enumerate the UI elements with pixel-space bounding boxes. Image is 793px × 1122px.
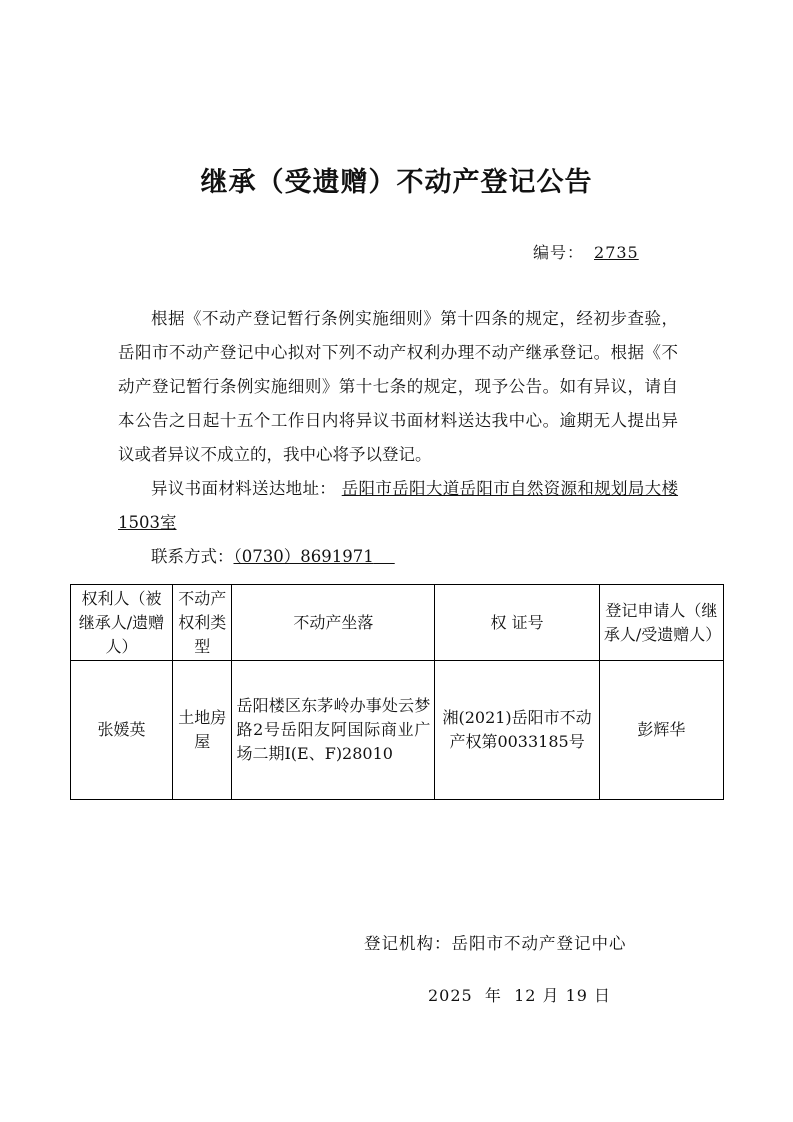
cell-applicant: 彭辉华 — [599, 661, 723, 800]
main-paragraph: 根据《不动产登记暂行条例实施细则》第十四条的规定，经初步查验，岳阳市不动产登记中心拟对下列不动产权利办理不动产继承登记。根据《不动产登记暂行条例实施细则》第十七条的规定，现予公告。如有异议，请自本公告之日起十五个工作日内将异议书面材料送达我中心。逾期无人提出异议或者异议不成立的，我中心将予以登记。 — [118, 309, 678, 464]
header-owner: 权利人（被继承人/遗赠人） — [71, 585, 173, 661]
page-title: 继承（受遗赠）不动产登记公告 — [200, 167, 593, 198]
records-table — [70, 584, 724, 800]
announcement-body — [118, 302, 678, 574]
objection-address-line — [118, 472, 678, 540]
table-header-row — [71, 585, 724, 661]
announcement-date: 2025 年 12 月 19 日 — [428, 986, 612, 1005]
objection-label: 异议书面材料送达地址： — [151, 479, 337, 498]
announcement-number — [533, 240, 639, 263]
table-row — [71, 661, 724, 800]
header-right-type: 不动产权利类型 — [172, 585, 232, 661]
number-value: 2735 — [594, 243, 639, 262]
number-label: 编号： — [533, 243, 585, 262]
cell-right-type: 土地房屋 — [172, 661, 232, 800]
cell-owner: 张媛英 — [71, 661, 173, 800]
contact-line — [118, 540, 678, 574]
cell-location: 岳阳楼区东茅岭办事处云梦路2号岳阳友阿国际商业广场二期Ⅰ(E、F)28010 — [232, 661, 435, 800]
header-location: 不动产坐落 — [232, 585, 435, 661]
objection-address: 岳阳市岳阳大道岳阳市自然资源和规划局大楼1503室 — [118, 479, 679, 532]
header-certificate: 权 证号 — [435, 585, 600, 661]
contact-value: （0730）8691971 — [233, 547, 374, 566]
contact-label: 联系方式： — [151, 547, 234, 566]
header-applicant: 登记申请人（继承人/受遗赠人） — [599, 585, 723, 661]
cell-certificate: 湘(2021)岳阳市不动产权第0033185号 — [435, 661, 600, 800]
registration-authority: 登记机构：岳阳市不动产登记中心 — [364, 934, 627, 953]
